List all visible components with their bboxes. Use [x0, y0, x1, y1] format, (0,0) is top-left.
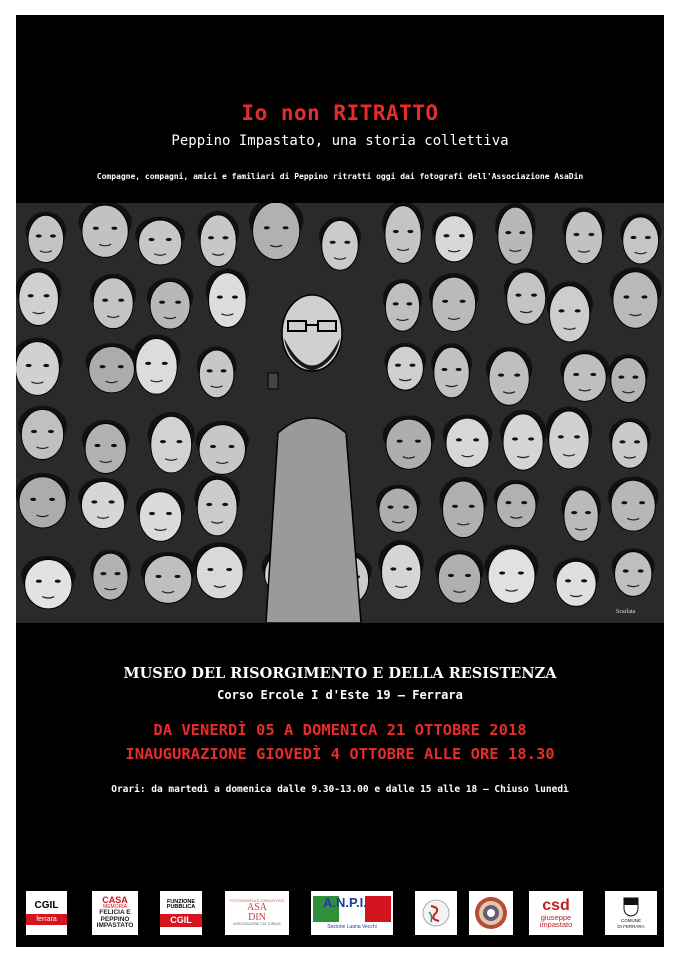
portrait-eye [505, 231, 511, 234]
poster-title: Io non RITRATTO [241, 101, 439, 125]
portrait-eye [393, 302, 399, 305]
portrait-eye [521, 501, 527, 504]
portrait-eye [452, 505, 458, 508]
city-crest-icon [623, 897, 639, 917]
portrait-eye [264, 226, 270, 229]
portrait-face [199, 425, 245, 475]
portrait-face [28, 215, 64, 262]
portrait-eye [217, 296, 223, 299]
portrait-face [196, 546, 243, 599]
portrait-eye [514, 374, 520, 377]
portrait-eye [100, 572, 106, 575]
portrait-eye [175, 301, 181, 304]
portrait-eye [55, 580, 61, 583]
portrait-eye [442, 300, 448, 303]
portrait-face [386, 419, 432, 469]
portrait-eye [574, 435, 580, 438]
portrait-face [151, 416, 192, 473]
portrait-eye [390, 567, 396, 570]
portrait-face [19, 272, 59, 326]
portrait-eye [109, 500, 115, 503]
poster-subtitle: Peppino Impastato, una storia collettiva [171, 133, 509, 149]
anpi-logo: A.N.P.I. Sezione Luana Vecchi [311, 891, 393, 935]
portrait-face [432, 277, 476, 331]
funzione-pubblica-logo: FUNZIONE PUBBLICA CGIL [160, 891, 202, 935]
portrait-eye [645, 236, 651, 239]
portrait-face [497, 483, 536, 527]
portrait-eye [222, 503, 228, 506]
portrait-eye [441, 368, 447, 371]
portrait-eye [166, 238, 172, 241]
portrait-eye [111, 444, 117, 447]
portrait-eye [388, 506, 394, 509]
portrait-face [507, 272, 546, 324]
portrait-face [82, 205, 128, 257]
museum-address: Corso Ercole I d'Este 19 – Ferrara [217, 688, 463, 702]
portrait-face [197, 479, 237, 536]
circle-emblem-logo [415, 891, 457, 935]
cgil-ferrara-logo: CGIL ferrara [26, 891, 67, 935]
portrait-eye [208, 236, 214, 239]
portrait-eye [229, 445, 235, 448]
portrait-eye [632, 375, 638, 378]
portrait-eye [585, 511, 591, 514]
portrait-eye [397, 440, 403, 443]
portrait-eye [175, 575, 181, 578]
portrait-eye [330, 241, 336, 244]
portrait-eye [573, 373, 579, 376]
portrait-eye [415, 440, 421, 443]
portrait-face [503, 414, 543, 470]
portrait-eye [111, 227, 117, 230]
sponsor-logos [22, 891, 658, 939]
portrait-face [563, 354, 606, 402]
portrait-face [89, 346, 135, 392]
portrait-eye [499, 571, 505, 574]
portrait-face [200, 215, 236, 267]
portrait-eye [207, 369, 213, 372]
portrait-eye [28, 294, 34, 297]
portrait-face [379, 488, 418, 532]
portrait-face [549, 411, 590, 469]
portrait-eye [459, 234, 465, 237]
portrait-eye [573, 233, 579, 236]
casa-memoria-logo: CASA MEMORIA FELICIA E PEPPINO IMPASTATO [92, 891, 138, 935]
portrait-eye [207, 568, 213, 571]
portrait-eye [623, 569, 629, 572]
portrait-eye [156, 575, 162, 578]
portrait-face [549, 286, 589, 342]
portrait-face [446, 418, 489, 467]
portrait-face [489, 351, 529, 405]
portrait-eye [44, 294, 50, 297]
portrait-face [442, 481, 484, 538]
portrait-eye [49, 498, 55, 501]
portrait-eye [118, 299, 124, 302]
central-figure-body [266, 418, 361, 623]
comune-ferrara-logo: COMUNE DI FERRARA [605, 891, 657, 935]
portrait-eye [31, 430, 37, 433]
portrait-face [556, 561, 596, 606]
portrait-eye [118, 365, 124, 368]
portrait-eye [460, 300, 466, 303]
portrait-face [381, 544, 420, 600]
portrait-eye [100, 365, 106, 368]
portrait-eye [565, 579, 571, 582]
portrait-eye [505, 501, 511, 504]
portrait-eye [406, 302, 412, 305]
portrait-eye [639, 501, 645, 504]
portrait-eye [50, 234, 56, 237]
portrait-eye [226, 568, 232, 571]
portrait-eye [559, 309, 565, 312]
portrait-eye [403, 506, 409, 509]
portrait-face [322, 220, 359, 270]
portrait-eye [232, 296, 238, 299]
portrait-face [387, 346, 423, 390]
portrait-face [614, 552, 651, 597]
portrait-eye [473, 438, 479, 441]
portrait-eye [443, 234, 449, 237]
portrait-eye [206, 503, 212, 506]
portrait-eye [283, 226, 289, 229]
opening-hours: Orari: da martedì a domenica dalle 9.30-13.00 e dalle 15 alle 18 – Chiuso lunedì [111, 784, 569, 795]
spiral-emblem-icon [421, 898, 451, 928]
portrait-face [25, 560, 72, 609]
portrait-eye [114, 572, 120, 575]
rosette-icon [473, 895, 509, 931]
portrait-face [623, 217, 659, 264]
portrait-eye [148, 238, 154, 241]
portrait-eye [465, 574, 471, 577]
central-figure-head [282, 295, 342, 371]
portrait-eye [515, 294, 521, 297]
portrait-face [253, 203, 300, 260]
portrait-eye [634, 440, 640, 443]
portrait-eye [210, 445, 216, 448]
portrait-eye [581, 579, 587, 582]
mural-portraits-image [16, 203, 664, 623]
portrait-face [613, 272, 658, 329]
microphone-icon [268, 373, 278, 389]
poster-tagline: Compagne, compagni, amici e familiari di Peppino ritratti oggi dai fotografi dell'Associazione AsaDin [96, 172, 584, 181]
poster [16, 15, 664, 947]
portrait-eye [91, 500, 97, 503]
portrait-face [498, 207, 533, 264]
portrait-eye [222, 236, 228, 239]
portrait-face [136, 339, 178, 395]
portrait-eye [456, 438, 462, 441]
portrait-eye [102, 299, 108, 302]
portrait-face [93, 553, 128, 600]
portrait-eye [531, 294, 537, 297]
portrait-eye [149, 512, 155, 515]
portrait-eye [176, 440, 182, 443]
portrait-eye [519, 231, 525, 234]
portrait-eye [407, 230, 413, 233]
portrait-face [21, 409, 63, 459]
portrait-eye [30, 498, 36, 501]
portrait-face [611, 358, 646, 403]
portrait-face [139, 220, 182, 265]
portrait-eye [558, 435, 564, 438]
portrait-eye [48, 430, 54, 433]
portrait-eye [160, 440, 166, 443]
portrait-eye [621, 501, 627, 504]
portrait-face [612, 421, 648, 468]
portrait-eye [512, 437, 518, 440]
portrait-eye [93, 227, 99, 230]
portrait-eye [344, 241, 350, 244]
portrait-face [385, 206, 421, 264]
portrait-face [93, 278, 133, 329]
portrait-eye [448, 574, 454, 577]
portrait-eye [94, 444, 100, 447]
artist-signature: Scarlata [616, 609, 636, 615]
portrait-eye [571, 511, 577, 514]
portrait-face [438, 554, 481, 603]
portrait-face [199, 350, 234, 398]
portrait-face [16, 342, 59, 396]
portrait-eye [36, 234, 42, 237]
portrait-face [565, 211, 602, 263]
portrait-eye [221, 369, 227, 372]
portrait-eye [456, 368, 462, 371]
portrait-eye [159, 301, 165, 304]
portrait-eye [638, 569, 644, 572]
portrait-eye [162, 362, 168, 365]
opening-date: INAUGURAZIONE GIOVEDÌ 4 OTTOBRE ALLE ORE 18.30 [125, 745, 555, 763]
portrait-face [19, 477, 66, 528]
portrait-face [81, 481, 124, 528]
portrait-eye [43, 364, 49, 367]
asadin-logo: FOTOGRAFIA E CREATIVITÀ ASA DIN ASSOCIAZIONE CULTURALE [225, 891, 289, 935]
portrait-face [85, 424, 126, 474]
portrait-eye [145, 362, 151, 365]
portrait-eye [395, 364, 401, 367]
portrait-face [144, 555, 192, 603]
portrait-eye [590, 373, 596, 376]
portrait-eye [518, 571, 524, 574]
portrait-eye [630, 236, 636, 239]
portrait-face [208, 273, 246, 328]
portrait-eye [36, 580, 42, 583]
portrait-face [139, 492, 181, 542]
portrait-eye [166, 512, 172, 515]
portrait-face [435, 216, 474, 262]
portrait-eye [409, 364, 415, 367]
portrait-eye [618, 375, 624, 378]
portrait-eye [623, 295, 629, 298]
portrait-eye [26, 364, 32, 367]
portrait-eye [406, 567, 412, 570]
portrait-face [434, 347, 470, 398]
portrait-face [385, 283, 419, 332]
portrait-eye [588, 233, 594, 236]
portrait-eye [620, 440, 626, 443]
portrait-face [564, 490, 598, 542]
portrait-eye [641, 295, 647, 298]
csd-impastato-logo: csd giuseppe impastato [529, 891, 583, 935]
exhibition-dates: DA VENERDÌ 05 A DOMENICA 21 OTTOBRE 2018 [153, 721, 527, 739]
portrait-eye [393, 230, 399, 233]
portrait-eye [528, 437, 534, 440]
portrait-eye [498, 374, 504, 377]
mural-drawing [16, 203, 664, 623]
museum-name: MUSEO DEL RISORGIMENTO E DELLA RESISTENZA [123, 665, 557, 682]
portrait-eye [575, 309, 581, 312]
portrait-face [611, 480, 655, 531]
portrait-face [150, 281, 190, 329]
portrait-eye [469, 505, 475, 508]
portrait-face [488, 549, 535, 604]
rosette-emblem-logo [469, 891, 513, 935]
